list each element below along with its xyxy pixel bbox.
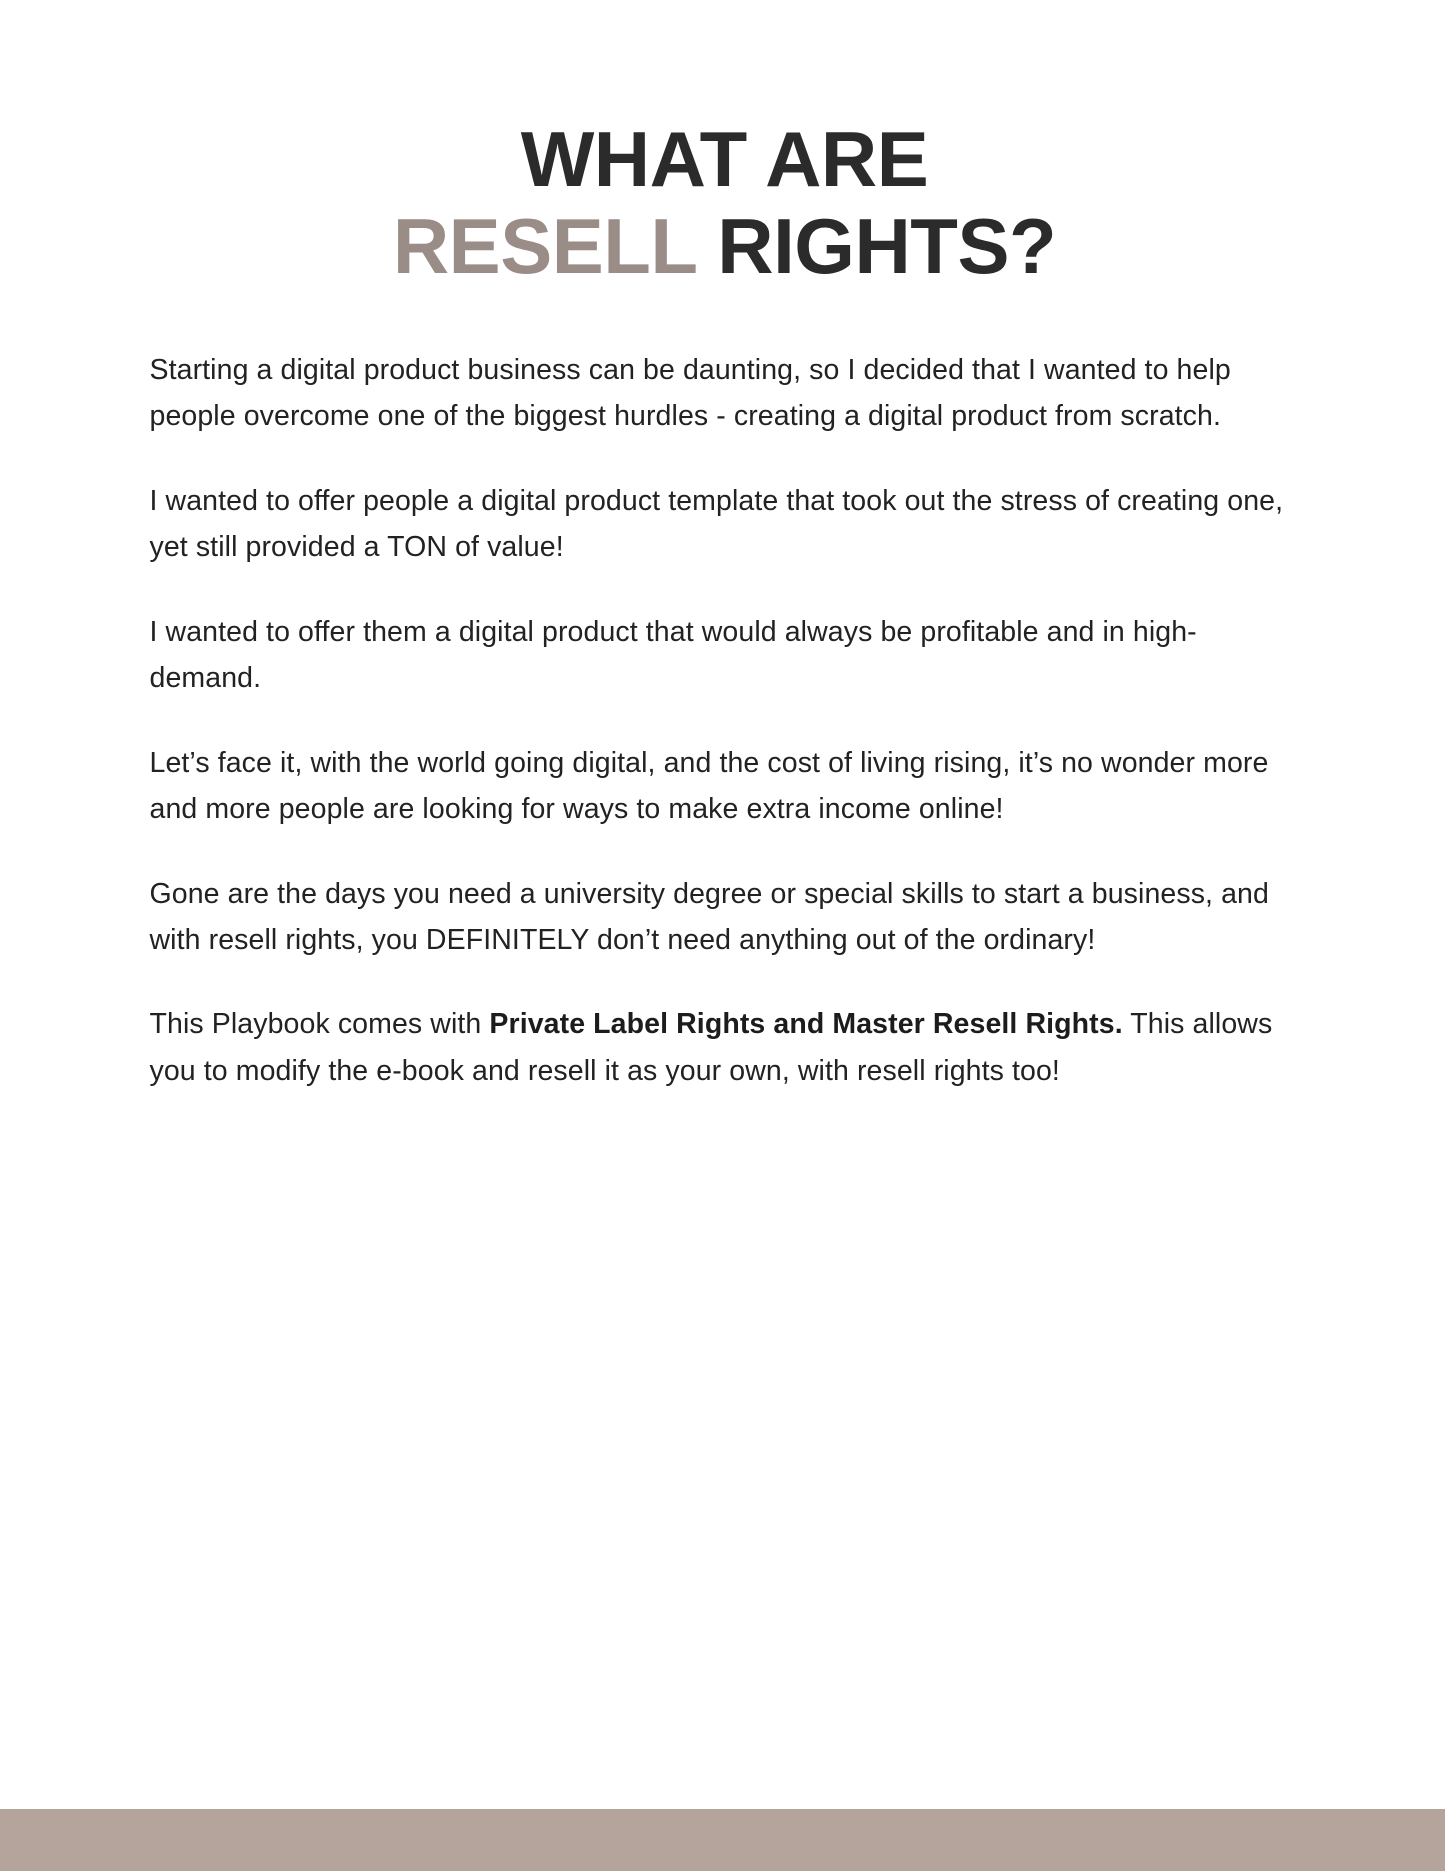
title-accent-word: RESELL xyxy=(392,202,697,291)
title-line-2 xyxy=(140,202,1309,291)
page-title xyxy=(140,115,1309,291)
rights-notice-bold: Private Label Rights and Master Resell Rights. xyxy=(489,1008,1123,1041)
title-line-1: WHAT ARE xyxy=(520,115,929,203)
paragraph-rights-notice xyxy=(150,1001,1300,1094)
paragraph-no-degree-needed: Gone are the days you need a university degree or special skills to start a business, and with resell rights, you DEFINITELY don’t need anything out of the ordinary! xyxy=(149,877,1269,956)
paragraph-world-going-digital: Let’s face it, with the world going digital, and the cost of living rising, it’s no wonder more and more people are looking for ways to make extra income online! xyxy=(149,746,1269,826)
footer-color-bar xyxy=(0,1809,1445,1871)
body-text xyxy=(150,347,1300,1094)
paragraph-template-offer: I wanted to offer people a digital product template that took out the stress of creating one, yet still provided a TON of value! xyxy=(149,484,1284,564)
paragraph-profitable: I wanted to offer them a digital product that would always be profitable and in high-demand. xyxy=(149,615,1197,695)
paragraph-intro: Starting a digital product business can be daunting, so I decided that I wanted to help people overcome one of the biggest hurdles - creating a digital product from scratch. xyxy=(149,353,1231,433)
rights-notice-suffix: This allows you to modify the e-book and resell it as your own, with resell rights too! xyxy=(149,1008,1273,1087)
title-line-2-rest: RIGHTS? xyxy=(696,202,1057,291)
rights-notice-prefix: This Playbook comes with xyxy=(149,1008,490,1041)
